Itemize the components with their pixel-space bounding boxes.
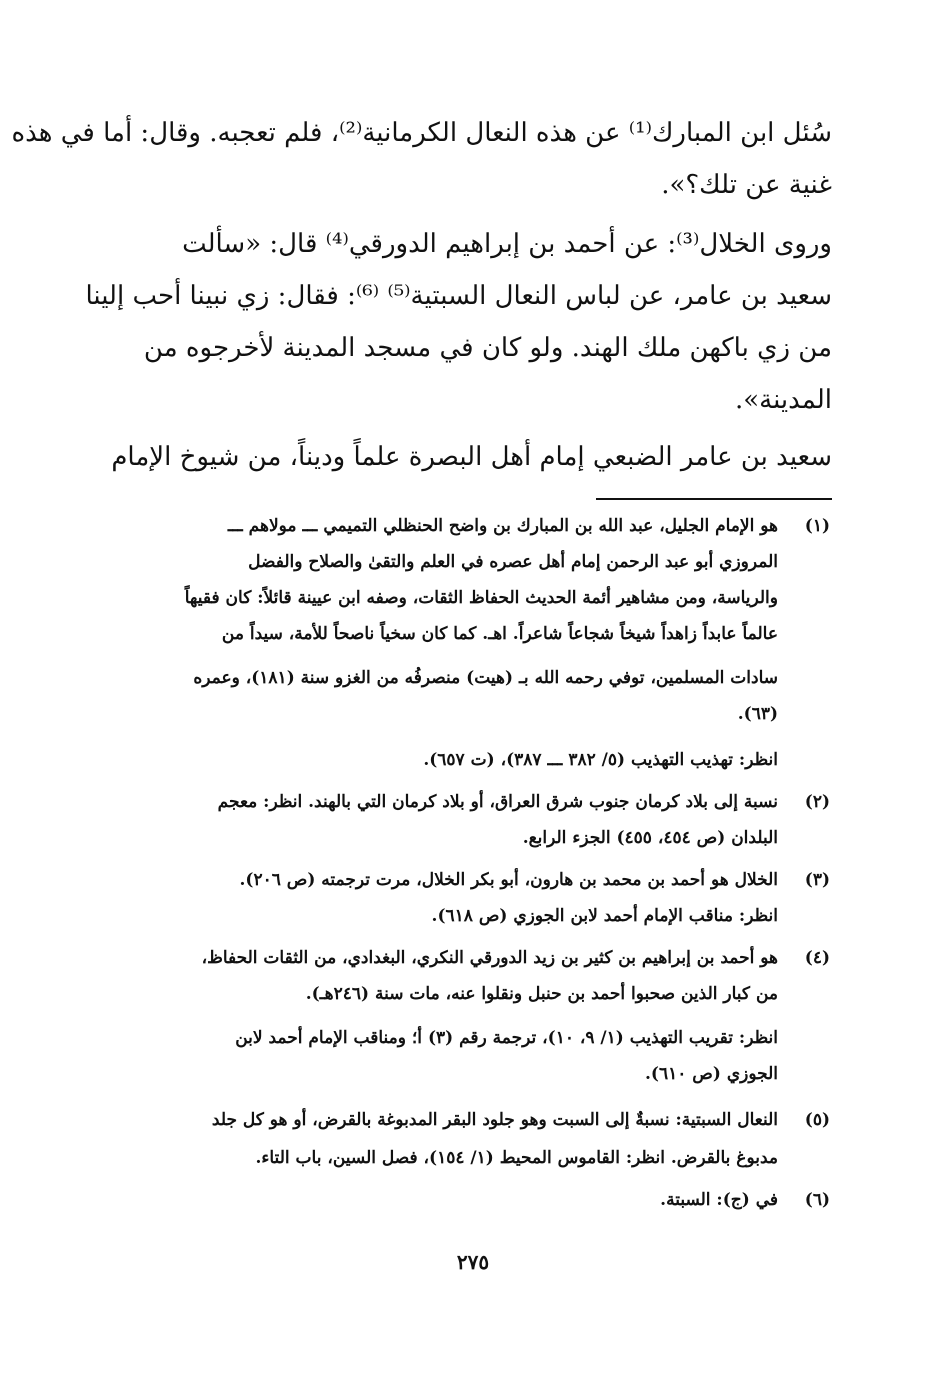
footnote-line: (٦٣). xyxy=(737,704,778,724)
footnote-line: الخلال هو أحمد بن محمد بن هارون، أبو بكر الخلال، مرت ترجمته (ص ٢٠٦). xyxy=(239,870,778,890)
main-text-line: المدينة». xyxy=(734,385,832,415)
footnote-separator xyxy=(596,498,832,500)
footnote-line: نسبة إلى بلاد كرمان جنوب شرق العراق، أو بلاد كرمان التي بالهند. انظر: معجم xyxy=(217,792,778,812)
footnote-line: والرياسة، ومن مشاهير أئمة الحديث الحفاظ الثقات، وصفه ابن عيينة قائلاً: كان فقيهاً xyxy=(184,588,778,608)
footnote-line: انظر: تهذيب التهذيب (٥/ ٣٨٢ ـــ ٣٨٧)، (ت ٦٥٧). xyxy=(423,750,778,770)
footnote-line: هو الإمام الجليل، عبد الله بن المبارك بن واضح الحنظلي التميمي ـــ مولاهم ـــ xyxy=(227,516,778,536)
footnote-line: الجوزي (ص ٦١٠). xyxy=(645,1064,778,1084)
main-text-line: وروى الخلال⁽³⁾: عن أحمد بن إبراهيم الدورقي⁽⁴⁾ قال: «سألت xyxy=(182,229,832,259)
footnote-line: من كبار الذين صحبوا أحمد بن حنبل ونقلوا عنه، مات سنة (٢٤٦هـ). xyxy=(305,984,778,1004)
footnote-number: (٥) xyxy=(804,1110,830,1130)
footnote-line: انظر: مناقب الإمام أحمد لابن الجوزي (ص ٦١٨). xyxy=(431,906,778,926)
footnote-number: (٢) xyxy=(804,792,830,812)
footnote-line: البلدان (ص ٤٥٤، ٤٥٥) الجزء الرابع. xyxy=(522,828,778,848)
footnote-line: سادات المسلمين، توفي رحمه الله بـ (هيت) منصرفُه من الغزو سنة (١٨١)، وعمره xyxy=(193,668,778,688)
footnote-number: (٤) xyxy=(804,948,830,968)
footnote-number: (٦) xyxy=(804,1190,830,1210)
main-text-line: سعيد بن عامر الضبعي إمام أهل البصرة علماً وديناً، من شيوخ الإمام xyxy=(111,442,832,472)
footnote-line: في (ج): السبتة. xyxy=(660,1190,778,1210)
main-text-line: من زي باكهن ملك الهند. ولو كان في مسجد المدينة لأخرجوه من xyxy=(143,333,832,363)
main-text-line: غنية عن تلك؟». xyxy=(661,170,832,200)
main-text-line: سعيد بن عامر، عن لباس النعال السبتية⁽⁵⁾ ⁽⁶⁾: فقال: زي نبينا أحب إلينا xyxy=(85,281,832,311)
footnote-line: النعال السبتية: نسبةٌ إلى السبت وهو جلود البقر المدبوغة بالقرض، أو هو كل جلد xyxy=(211,1110,778,1130)
footnote-number: (٣) xyxy=(804,870,830,890)
footnote-line: هو أحمد بن إبراهيم بن كثير بن زيد الدورقي النكري، البغدادي، من الثقات الحفاظ، xyxy=(201,948,778,968)
footnote-number: (١) xyxy=(804,516,830,536)
footnote-line: عالماً عابداً زاهداً شيخاً شجاعاً شاعراً. اهـ. كما كان سخياً ناصحاً للأمة، سيداً من xyxy=(221,624,778,644)
footnote-line: مدبوغ بالقرض. انظر: القاموس المحيط (١/ ١٥٤)، فصل السين، باب التاء. xyxy=(255,1148,778,1168)
main-text-line: سُئل ابن المبارك⁽¹⁾ عن هذه النعال الكرمانية⁽²⁾، فلم تعجبه. وقال: أما في هذه xyxy=(11,118,832,148)
page-number: ٢٧٥ xyxy=(456,1250,490,1274)
footnote-line: المروزي أبو عبد الرحمن إمام أهل عصره في العلم والتقىٰ والصلاح والفضل xyxy=(248,552,778,572)
footnote-line: انظر: تقريب التهذيب (١/ ٩، ١٠)، ترجمة رقم (٣) أ؛ ومناقب الإمام أحمد لابن xyxy=(235,1028,778,1048)
